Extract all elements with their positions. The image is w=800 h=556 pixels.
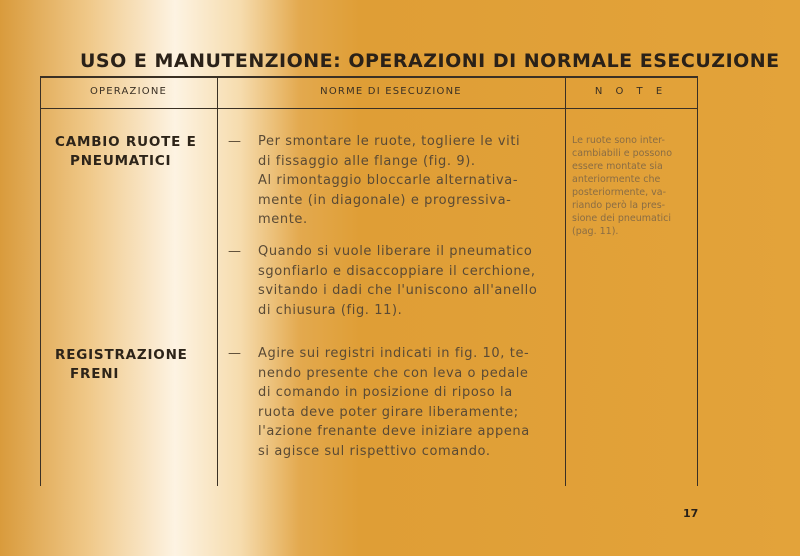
note-line: Le ruote sono inter- <box>572 135 665 146</box>
operation-name-registrazione-freni <box>55 346 205 384</box>
paragraph-dash: — <box>228 346 242 361</box>
table-column-rule <box>697 76 698 486</box>
instruction-line: nendo presente che con leva o pedale <box>258 365 529 381</box>
note-line: posteriormente, va- <box>572 187 667 198</box>
operation-name-line: PNEUMATICI <box>70 153 172 169</box>
table-header-rule <box>40 108 698 109</box>
operation-name-line: REGISTRAZIONE <box>55 347 188 363</box>
instruction-line: di fissaggio alle flange (fig. 9). <box>258 153 476 169</box>
instruction-line: l'azione frenante deve iniziare appena <box>258 424 530 439</box>
paragraph-dash: — <box>228 244 242 259</box>
instruction-line: ruota deve poter girare liberamente; <box>258 404 519 420</box>
page-title: USO E MANUTENZIONE: OPERAZIONI DI NORMALE ESECUZIONE <box>80 50 780 72</box>
instruction-line: mente (in diagonale) e progressiva- <box>258 192 512 208</box>
note-text <box>572 134 692 238</box>
table-top-rule <box>40 76 698 78</box>
note-line: riando però la pres- <box>572 200 666 211</box>
instruction-line: Al rimontaggio bloccarle alternativa- <box>258 173 519 188</box>
note-line: sione dei pneumatici <box>572 213 672 224</box>
operation-name-line: FRENI <box>70 366 120 382</box>
page-number: 17 <box>683 507 699 520</box>
column-header-note: N O T E <box>594 86 668 97</box>
note-line: essere montate sia <box>572 161 663 172</box>
operation-name-line: CAMBIO RUOTE E <box>55 134 197 150</box>
instruction-line: mente. <box>258 212 308 227</box>
note-line: (pag. 11). <box>572 226 619 237</box>
table-column-rule <box>565 76 566 486</box>
table-column-rule <box>217 76 218 486</box>
instruction-line: Agire sui registri indicati in fig. 10, te- <box>258 346 530 361</box>
operation-name-cambio-ruote <box>55 133 205 171</box>
column-header-operazione: OPERAZIONE <box>89 86 168 97</box>
note-line: cambiabili e possono <box>572 148 673 159</box>
instruction-line: di chiusura (fig. 11). <box>258 302 403 318</box>
note-line: anteriormente che <box>572 174 661 185</box>
instruction-line: sgonfiarlo e disaccoppiare il cerchione, <box>258 263 536 279</box>
instruction-line: svitando i dadi che l'uniscono all'anello <box>258 283 538 298</box>
paragraph-dash: — <box>228 134 242 149</box>
instruction-line: Per smontare le ruote, togliere le viti <box>258 134 521 149</box>
instruction-line: si agisce sul rispettivo comando. <box>258 443 491 459</box>
column-header-norme: NORME DI ESECUZIONE <box>320 86 462 97</box>
operations-table <box>40 76 698 486</box>
instruction-line: di comando in posizione di riposo la <box>258 385 513 400</box>
instruction-line: Quando si vuole liberare il pneumatico <box>258 244 533 259</box>
table-column-rule <box>40 76 41 486</box>
